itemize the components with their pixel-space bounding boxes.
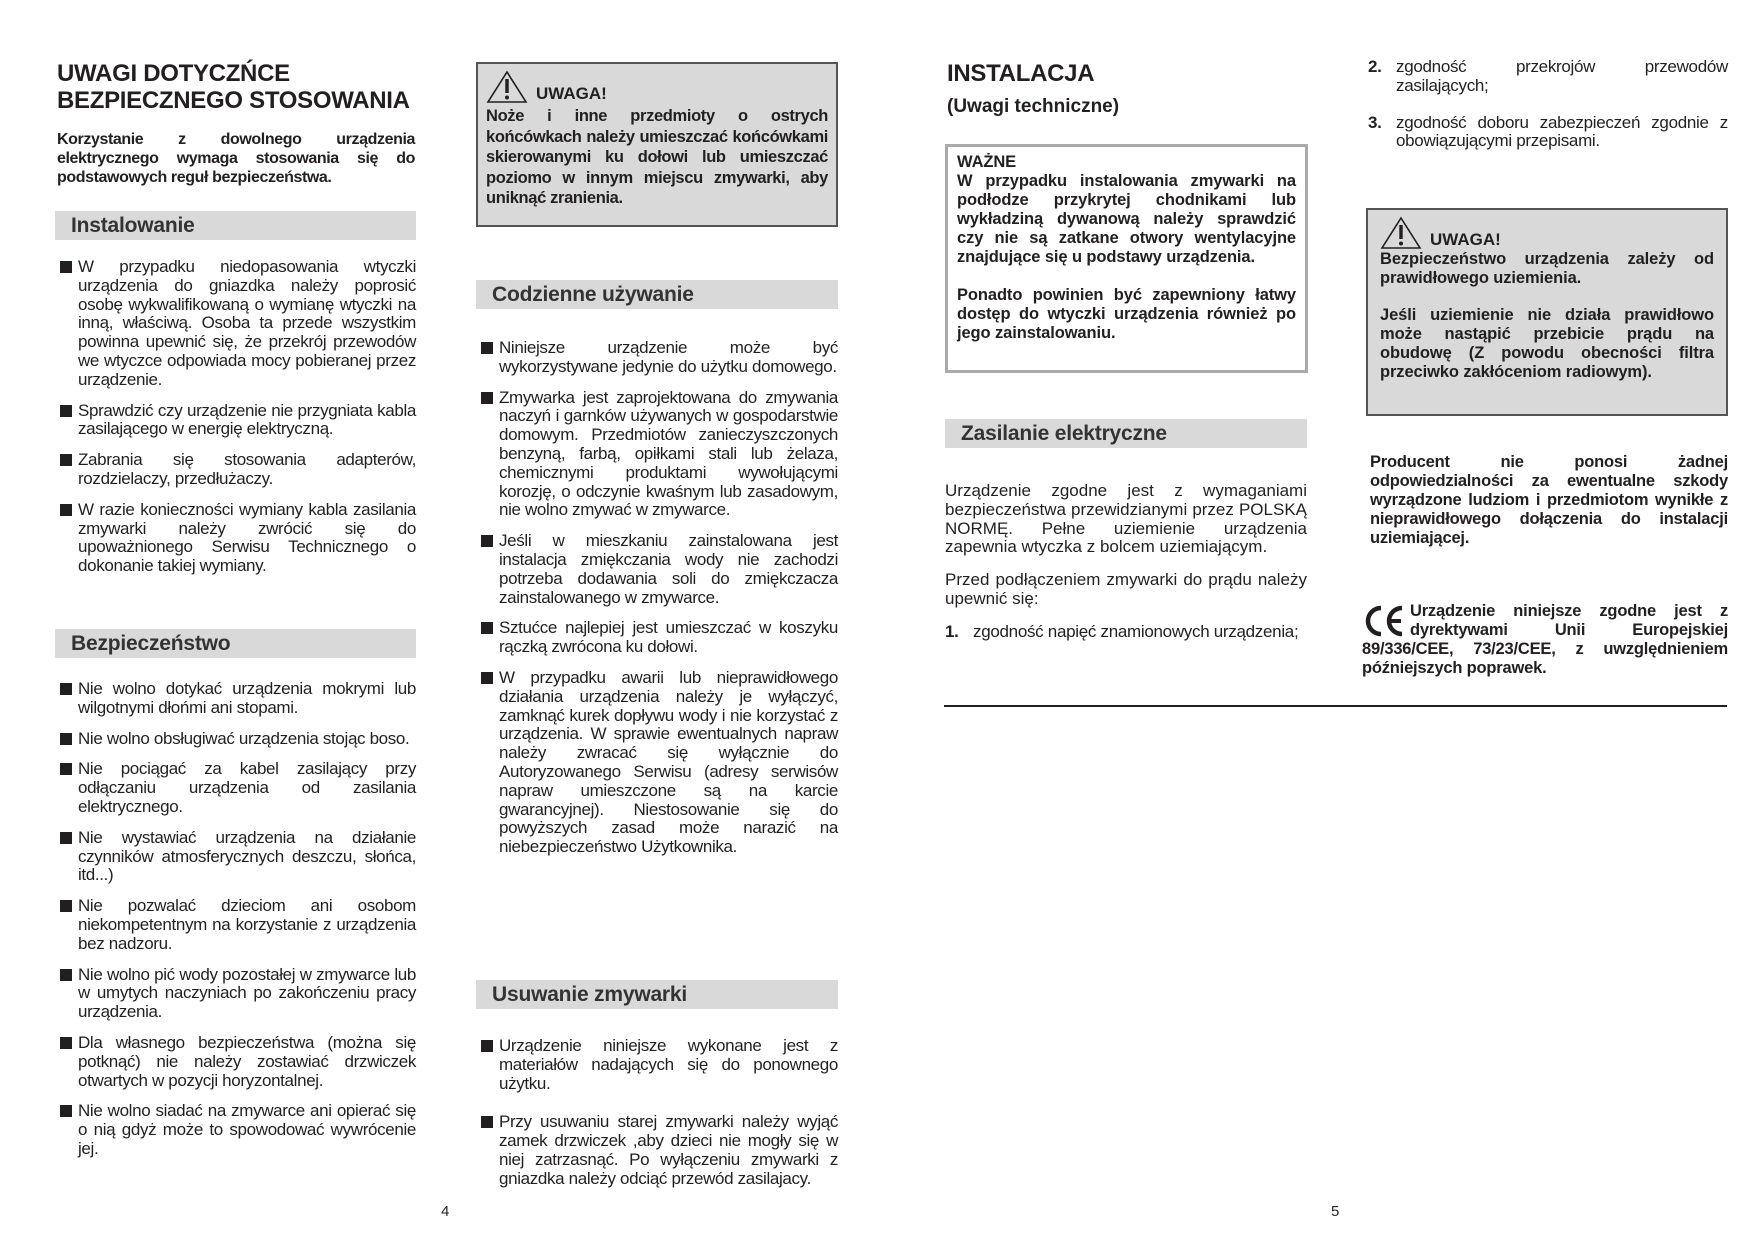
item-text: W przypadku niedopasowania wtyczki urządzenia do gniazdka należy poprosić osobę wykwalifikowaną o wymianę wtyczki na inną, właściwą. Osoba ta przede wszystkim powinna upewnić się, że przekrój przewodów we wtyczce odpowiada mocy pobieranej przez urządzenie.	[78, 257, 416, 389]
bullet-icon	[481, 1116, 493, 1128]
page-number: 5	[1331, 1203, 1340, 1220]
bullet-icon	[481, 1040, 493, 1052]
list-item	[479, 1037, 838, 1093]
numbered-item	[1368, 58, 1728, 96]
bullet-icon	[60, 405, 72, 417]
item-text: zgodność doboru zabezpieczeń zgodnie z obowiązującymi przepisami.	[1396, 112, 1728, 151]
item-number: 2.	[1368, 57, 1382, 76]
page-title	[57, 60, 415, 114]
section-instalowanie	[55, 211, 416, 588]
bullet-icon	[60, 1105, 72, 1117]
item-text: Urządzenie niniejsze wykonane jest z materiałów nadających się do ponownego użytku.	[499, 1036, 838, 1093]
item-text: Sprawdzić czy urządzenie nie przygniata kabla zasilającego w energię elektryczną.	[78, 400, 416, 439]
list-item	[58, 730, 416, 749]
bullet-icon	[60, 1037, 72, 1049]
numbered-continuation	[1368, 58, 1728, 163]
item-text: Niniejsze urządzenie może być wykorzystywane jedynie do użytku domowego.	[499, 338, 838, 376]
list-item	[479, 619, 838, 657]
list-item	[58, 501, 416, 576]
section-codzienne	[476, 280, 838, 869]
list-item	[479, 1113, 838, 1188]
item-text: Nie wolno obsługiwać urządzenia stojąc boso.	[78, 728, 410, 748]
item-text: Zmywarka jest zaprojektowana do zmywania naczyń i garnków używanych w gospodarstwie domowym. Przedmiotów zanieczyszczonych benzyną, farbą, opiłkami stali lub żelaza, chemicznymi produktami wywołującymi korozję, o odczynie kwaśnym lub zasadowym, nie wolno zmywać w zmywarce.	[499, 387, 838, 520]
important-text: Ponadto powinien być zapewniony łatwy dostęp do wtyczki urządzenia również po jego zainstalowaniu.	[957, 286, 1296, 342]
paragraph: Przed podłączeniem zmywarki do prądu należy upewnić się:	[945, 570, 1307, 608]
item-text: Dla własnego bezpieczeństwa (można się potknąć) nie należy zostawiać drzwiczek otwartych w pozycji horyzontalnej.	[78, 1032, 416, 1090]
warning-box-grounding	[1366, 208, 1728, 416]
section-bezpieczenstwo	[55, 629, 416, 1171]
bullet-icon	[481, 535, 493, 547]
list-item	[479, 389, 838, 521]
item-text: Nie pozwalać dzieciom ani osobom niekompetentnym na korzystanie z urządzenia bez nadzoru.	[78, 896, 416, 953]
bullet-icon	[60, 969, 72, 981]
item-text: Sztućce najlepiej jest umieszczać w koszyku rączką zwrócona ku dołowi.	[499, 618, 838, 657]
bullet-icon	[60, 504, 72, 516]
item-text: W razie konieczności wymiany kabla zasilania zmywarki należy zwrócić się do upoważnionego Serwisu Technicznego o dokonanie takiej wymiany.	[78, 499, 416, 576]
section-heading: Usuwanie zmywarki	[476, 980, 838, 1009]
item-text: Nie wolno pić wody pozostałej w zmywarce lub w umytych naczyniach po zakończeniu pracy urządzenia.	[78, 964, 416, 1022]
bullet-icon	[60, 261, 72, 273]
section-heading: Zasilanie elektryczne	[945, 419, 1307, 448]
bullet-icon	[60, 832, 72, 844]
list-item	[58, 258, 416, 390]
item-text: zgodność napięć znamionowych urządzenia;	[973, 621, 1299, 641]
bullet-icon	[60, 454, 72, 466]
bullet-icon	[60, 683, 72, 695]
list-item	[58, 897, 416, 953]
section-heading: Codzienne używanie	[476, 280, 838, 309]
item-text: zgodność przekrojów przewodów zasilających;	[1396, 57, 1728, 95]
important-box	[945, 144, 1308, 373]
numbered-item	[945, 623, 1307, 642]
ce-conformity	[1362, 602, 1728, 678]
item-text: Zabrania się stosowania adapterów, rozdzielaczy, przedłużaczy.	[78, 450, 416, 488]
warning-text: Jeśli uziemienie nie działa prawidłowo może nastąpić przebicie prądu na obudowę (Z powodu obecności filtra przeciwko zakłóceniom radiowym).	[1380, 306, 1714, 381]
item-text: Nie wolno dotykać urządzenia mokrymi lub wilgotnymi dłońmi ani stopami.	[78, 679, 416, 717]
bullet-icon	[481, 622, 493, 634]
list-item	[58, 1034, 416, 1090]
numbered-item	[1368, 114, 1728, 152]
bullet-icon	[481, 342, 493, 354]
warning-text: Noże i inne przedmioty o ostrych końcówkach należy umieszczać końcówkami skierowanymi ku dołowi lub umieszczać poziomo w innym miejscu zmywarki, aby uniknąć zranienia.	[486, 107, 828, 207]
page5-header	[947, 60, 1307, 118]
manufacturer-disclaimer: Producent nie ponosi żadnej odpowiedzialności za ewentualne szkody wyrządzone ludziom i przedmiotom wynikłe z nieprawidłowego dołączenia do instalacji uziemiającej.	[1370, 453, 1728, 547]
section-heading: Bezpieczeństwo	[55, 629, 416, 658]
item-text: Nie wolno siadać na zmywarce ani opierać się o nią gdyż może to spowodować wywrócenie jej.	[78, 1101, 416, 1158]
important-label: WAŻNE	[957, 153, 1017, 171]
title-line: BEZPIECZNEGO STOSOWANIA	[57, 87, 410, 114]
item-text: Jeśli w mieszkaniu zainstalowana jest instalacja zmiękczania wody nie zachodzi potrzeba dodawania soli do zmiękczacza zainstalowanego w zmywarce.	[499, 531, 838, 607]
bullet-icon	[60, 900, 72, 912]
item-text: Nie pociągać za kabel zasilający przy odłączaniu urządzenia od zasilania elektrycznego.	[78, 759, 416, 816]
important-text: W przypadku instalowania zmywarki na podłodze przykrytej chodnikami lub wykładziną dywanową należy sprawdzić czy nie są zatkane otwory wentylacyjne znajdujące się u podstawy urządzenia.	[957, 172, 1296, 266]
list-item	[479, 339, 838, 377]
page4-left-column	[57, 60, 415, 187]
list-item	[58, 966, 416, 1022]
warning-box-knives	[476, 62, 838, 227]
warning-text: Bezpieczeństwo urządzenia zależy od prawidłowego uziemienia.	[1380, 250, 1714, 287]
warning-triangle-icon	[486, 70, 528, 104]
section-heading: Instalowanie	[55, 211, 416, 240]
bullet-icon	[60, 733, 72, 745]
page-subtitle: (Uwagi techniczne)	[947, 96, 1120, 117]
divider	[944, 705, 1727, 707]
warning-header	[486, 70, 828, 104]
bullet-icon	[481, 392, 493, 404]
list-item	[479, 532, 838, 607]
bullet-icon	[481, 672, 493, 684]
section-zasilanie	[945, 419, 1307, 654]
list-item	[58, 680, 416, 718]
title-line: UWAGI DOTYCZŃCE	[57, 60, 290, 87]
ce-mark-logo	[1362, 604, 1406, 638]
list-item	[479, 669, 838, 857]
section-usuwanie	[476, 980, 838, 1201]
warning-label: UWAGA!	[1430, 230, 1501, 249]
bullet-icon	[60, 763, 72, 775]
list-item	[58, 451, 416, 489]
warning-triangle-icon	[1380, 216, 1422, 250]
item-text: Nie wystawiać urządzenia na działanie czynników atmosferycznych deszczu, słońca, itd...)	[78, 827, 416, 885]
list-item	[58, 760, 416, 816]
item-number: 1.	[945, 621, 959, 641]
list-item	[58, 1102, 416, 1158]
list-item	[58, 829, 416, 885]
warning-header	[1380, 216, 1714, 250]
intro-text: Korzystanie z dowolnego urządzenia elektrycznego wymaga stosowania się do podstawowych reguł bezpieczeństwa.	[57, 131, 415, 186]
ce-text: Urządzenie niniejsze zgodne jest z dyrektywami Unii Europejskiej 89/336/CEE, 73/23/CEE, z uwzględnieniem późniejszych poprawek.	[1362, 602, 1728, 677]
page-title: INSTALACJA	[947, 60, 1095, 87]
item-number: 3.	[1368, 112, 1382, 132]
page-number: 4	[441, 1203, 450, 1220]
list-item	[58, 402, 416, 440]
item-text: W przypadku awarii lub nieprawidłowego działania urządzenia należy je wyłączyć, zamknąć kurek dopływu wody i nie korzystać z urządzenia. W sprawie ewentualnych napraw należy zwracać się wyłącznie do Autoryzowanego Serwisu (adresy serwisów napraw umieszczone są na karcie gwarancyjnej). Niestosowanie się do powyższych zasad może narazić na niebezpieczeństwo Użytkownika.	[499, 667, 838, 857]
warning-label: UWAGA!	[536, 84, 607, 103]
item-text: Przy usuwaniu starej zmywarki należy wyjąć zamek drzwiczek ,aby dzieci nie mogły się w niej zatrzasnąć. Po wyłączeniu zmywarki z gniazdka należy odciąć przewód zasilajacy.	[499, 1112, 838, 1188]
paragraph: Urządzenie zgodne jest z wymaganiami bezpieczeństwa przewidzianymi przez POLSKĄ NORMĘ. Pełne uziemienie urządzenia zapewnia wtyczka z bolcem uziemiającym.	[945, 481, 1307, 557]
